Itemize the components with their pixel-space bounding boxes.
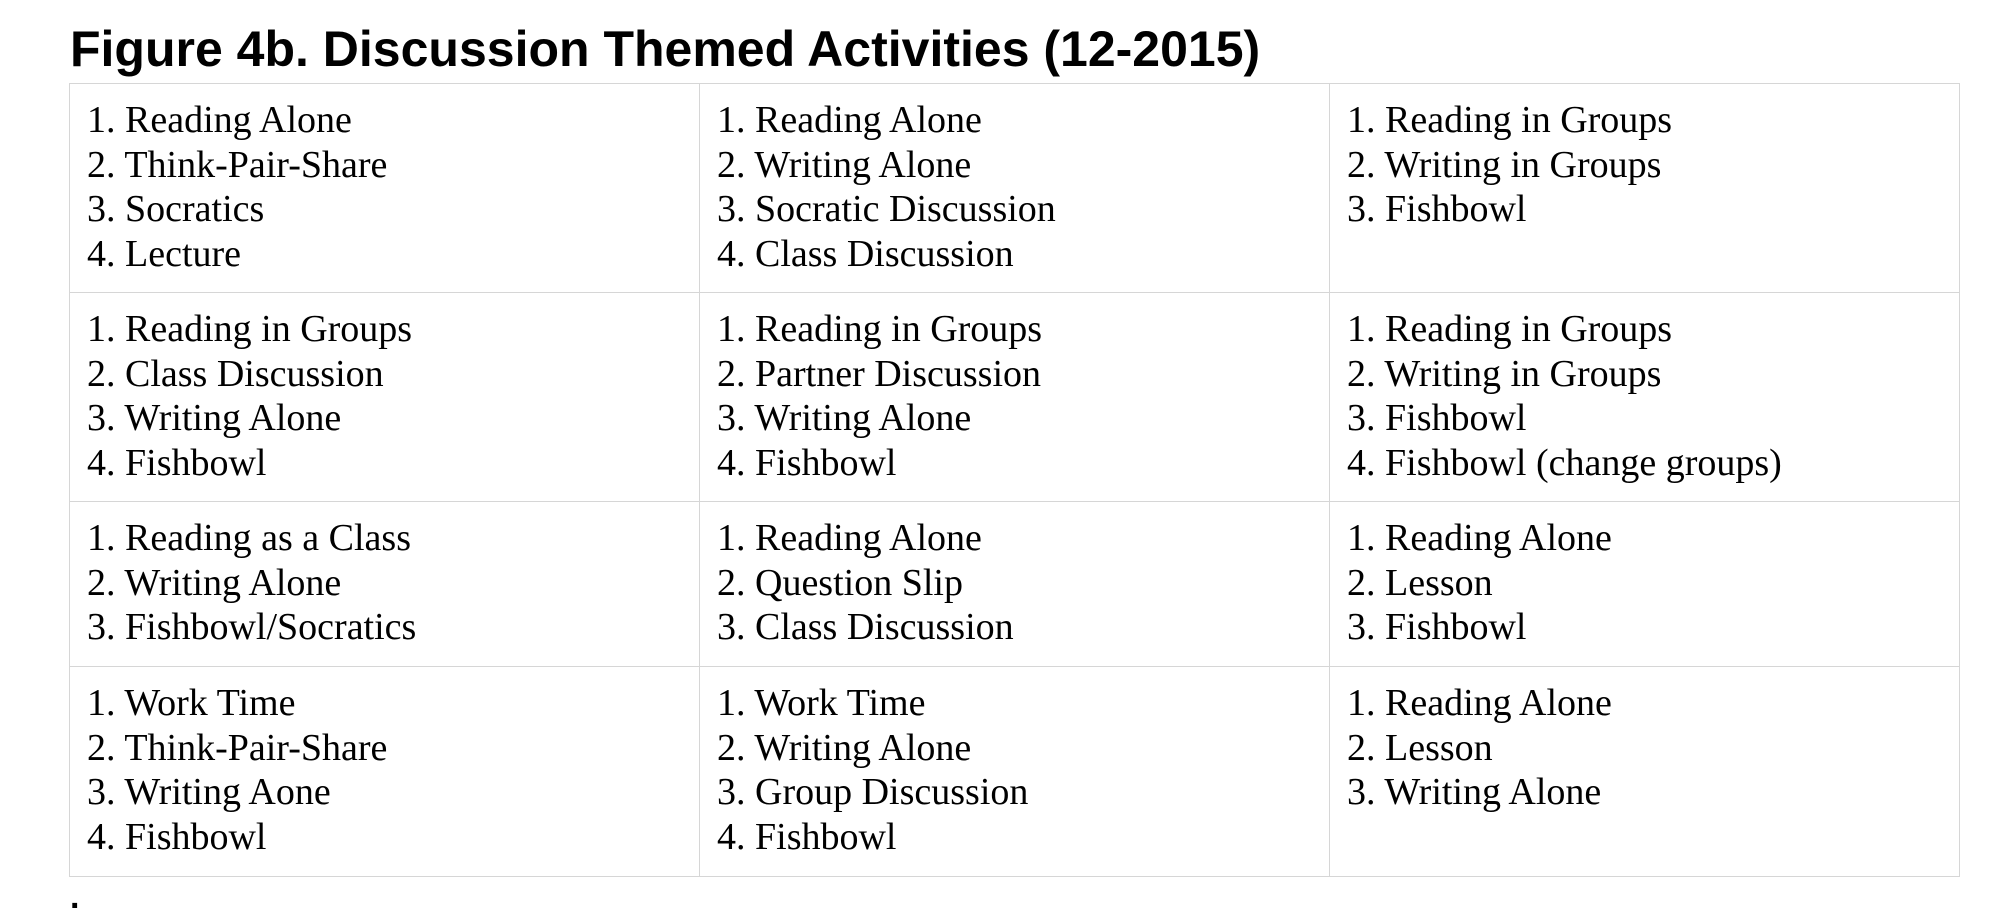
activity-list: [87, 516, 699, 650]
list-item: 4. Fishbowl: [87, 815, 267, 858]
list-item: 4. Lecture: [87, 232, 242, 275]
activities-table: [69, 83, 1960, 877]
list-item: 1. Reading Alone: [717, 99, 982, 141]
list-item: 4. Fishbowl: [717, 441, 897, 484]
list-item: 1. Reading Alone: [1347, 682, 1612, 724]
list-item: 4. Fishbowl: [87, 441, 267, 484]
list-item: 2. Writing Alone: [87, 561, 342, 604]
list-item: 2. Class Discussion: [87, 352, 384, 395]
list-item: 4. Fishbowl: [717, 815, 897, 858]
list-item: 2. Think-Pair-Share: [87, 143, 388, 186]
list-item: 4. Fishbowl (change groups): [1347, 441, 1782, 484]
activity-list: [87, 307, 699, 485]
table-cell: [1330, 502, 1960, 667]
table-cell: [700, 502, 1330, 667]
activity-list: [87, 98, 699, 276]
activity-list: [1347, 516, 1959, 650]
activity-list: [87, 681, 699, 859]
table-cell: [70, 502, 700, 667]
table-cell: [1330, 667, 1960, 877]
activity-list: [717, 516, 1329, 650]
table-row: [70, 502, 1960, 667]
list-item: 3. Fishbowl: [1347, 606, 1527, 648]
list-item: 1. Work Time: [87, 682, 296, 724]
list-item: 2. Writing in Groups: [1347, 352, 1662, 395]
list-item: 2. Partner Discussion: [717, 352, 1042, 395]
list-item: 1. Reading in Groups: [717, 308, 1043, 350]
list-item: 3. Writing Alone: [717, 397, 972, 439]
list-item: 1. Reading in Groups: [1347, 308, 1673, 350]
list-item: 3. Group Discussion: [717, 771, 1029, 813]
list-item: 3. Class Discussion: [717, 606, 1014, 648]
list-item: 2. Question Slip: [717, 561, 963, 604]
table-row: [70, 293, 1960, 502]
list-item: 3. Writing Alone: [87, 397, 342, 439]
list-item: 1. Reading Alone: [1347, 517, 1612, 559]
list-item: 3. Fishbowl: [1347, 397, 1527, 439]
list-item: 2. Writing Alone: [717, 726, 972, 769]
table-row: [70, 667, 1960, 877]
list-item: 1. Reading in Groups: [1347, 99, 1673, 141]
list-item: 2. Think-Pair-Share: [87, 726, 388, 769]
table-cell: [700, 293, 1330, 502]
activity-list: [717, 681, 1329, 859]
list-item: 1. Reading Alone: [87, 99, 352, 141]
list-item: 2. Lesson: [1347, 726, 1493, 769]
list-item: 3. Fishbowl: [1347, 188, 1527, 230]
table-cell: [70, 293, 700, 502]
activity-list: [1347, 681, 1959, 815]
list-item: 2. Lesson: [1347, 561, 1493, 604]
list-item: 3. Writing Alone: [1347, 771, 1602, 813]
list-item: 2. Writing in Groups: [1347, 143, 1662, 186]
activity-list: [1347, 307, 1959, 485]
table-cell: [700, 667, 1330, 877]
list-item: 2. Writing Alone: [717, 143, 972, 186]
table-row: [70, 84, 1960, 293]
list-item: 3. Socratic Discussion: [717, 188, 1056, 230]
table-cell: [700, 84, 1330, 293]
list-item: 1. Reading Alone: [717, 517, 982, 559]
figure-title: Figure 4b. Discussion Themed Activities (12-2015): [70, 21, 1261, 77]
activity-list: [717, 307, 1329, 485]
table-cell: [70, 84, 700, 293]
activity-list: [717, 98, 1329, 276]
activity-list: [1347, 98, 1959, 232]
activities-table-body: [70, 84, 1960, 877]
list-item: 1. Reading in Groups: [87, 308, 413, 350]
list-item: 3. Fishbowl/Socratics: [87, 606, 417, 648]
table-cell: [1330, 293, 1960, 502]
list-item: 4. Class Discussion: [717, 232, 1014, 275]
trailing-period: .: [70, 878, 80, 916]
table-cell: [70, 667, 700, 877]
table-cell: [1330, 84, 1960, 293]
list-item: 1. Work Time: [717, 682, 926, 724]
list-item: 1. Reading as a Class: [87, 517, 412, 559]
list-item: 3. Writing Aone: [87, 771, 331, 813]
list-item: 3. Socratics: [87, 188, 265, 230]
